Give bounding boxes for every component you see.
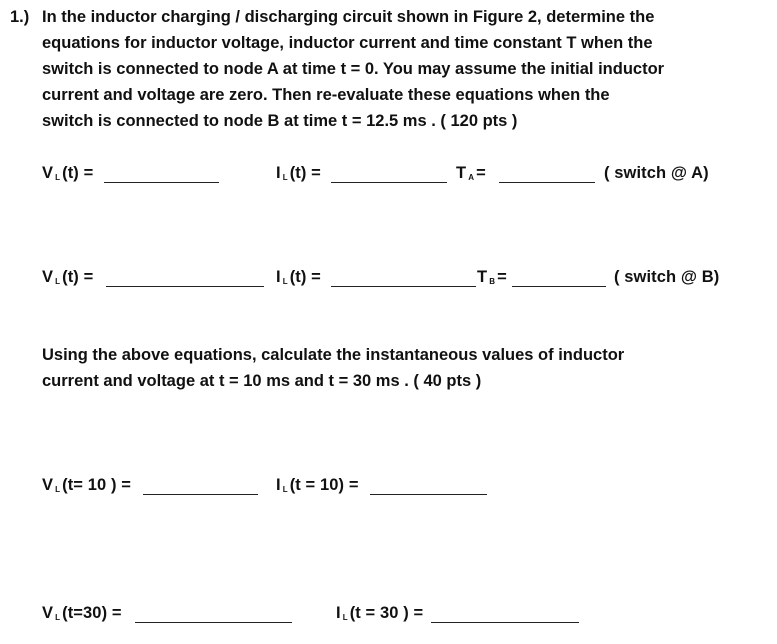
question-line-4: current and voltage are zero. Then re-evaluate these equations when the: [42, 86, 610, 104]
tau-answer-blank-a[interactable]: [499, 182, 595, 183]
il-t30-answer-blank[interactable]: [431, 622, 579, 623]
il-t30-label: I $_L$ (t = 30 ) =: [336, 604, 424, 622]
tau-label-b: T $_B$ =: [477, 268, 507, 286]
question-line-5: switch is connected to node B at time t = 12.5 ms . ( 120 pts ): [42, 112, 518, 130]
part2-line-2: current and voltage at t = 10 ms and t = 30 ms . ( 40 pts ): [42, 372, 482, 390]
vl-label-b: V $_L$ (t) =: [42, 268, 94, 286]
vl-answer-blank-b[interactable]: [106, 286, 264, 287]
il-t10-answer-blank[interactable]: [370, 494, 487, 495]
vl-t30-label: V $_L$ (t=30) =: [42, 604, 122, 622]
vl-answer-blank-a[interactable]: [104, 182, 219, 183]
tau-answer-blank-b[interactable]: [512, 286, 606, 287]
il-label-a: I $_L$ (t) =: [276, 164, 321, 182]
switch-b-note: ( switch @ B): [614, 268, 720, 286]
vl-t30-answer-blank[interactable]: [135, 622, 292, 623]
question-number: 1.): [10, 8, 30, 26]
question-line-3: switch is connected to node A at time t = 0. You may assume the initial inductor: [42, 60, 665, 78]
tau-label-a: T $_A$ =: [456, 164, 486, 182]
question-line-1: In the inductor charging / discharging circuit shown in Figure 2, determine the: [42, 8, 655, 26]
vl-label-a: V $_L$ (t) =: [42, 164, 94, 182]
vl-t10-label: V $_L$ (t= 10 ) =: [42, 476, 131, 494]
il-answer-blank-a[interactable]: [331, 182, 447, 183]
question-line-2: equations for inductor voltage, inductor current and time constant T when the: [42, 34, 653, 52]
il-t10-label: I $_L$ (t = 10) =: [276, 476, 359, 494]
vl-t10-answer-blank[interactable]: [143, 494, 258, 495]
part2-line-1: Using the above equations, calculate the instantaneous values of inductor: [42, 346, 625, 364]
switch-a-note: ( switch @ A): [604, 164, 709, 182]
il-answer-blank-b[interactable]: [331, 286, 476, 287]
il-label-b: I $_L$ (t) =: [276, 268, 321, 286]
